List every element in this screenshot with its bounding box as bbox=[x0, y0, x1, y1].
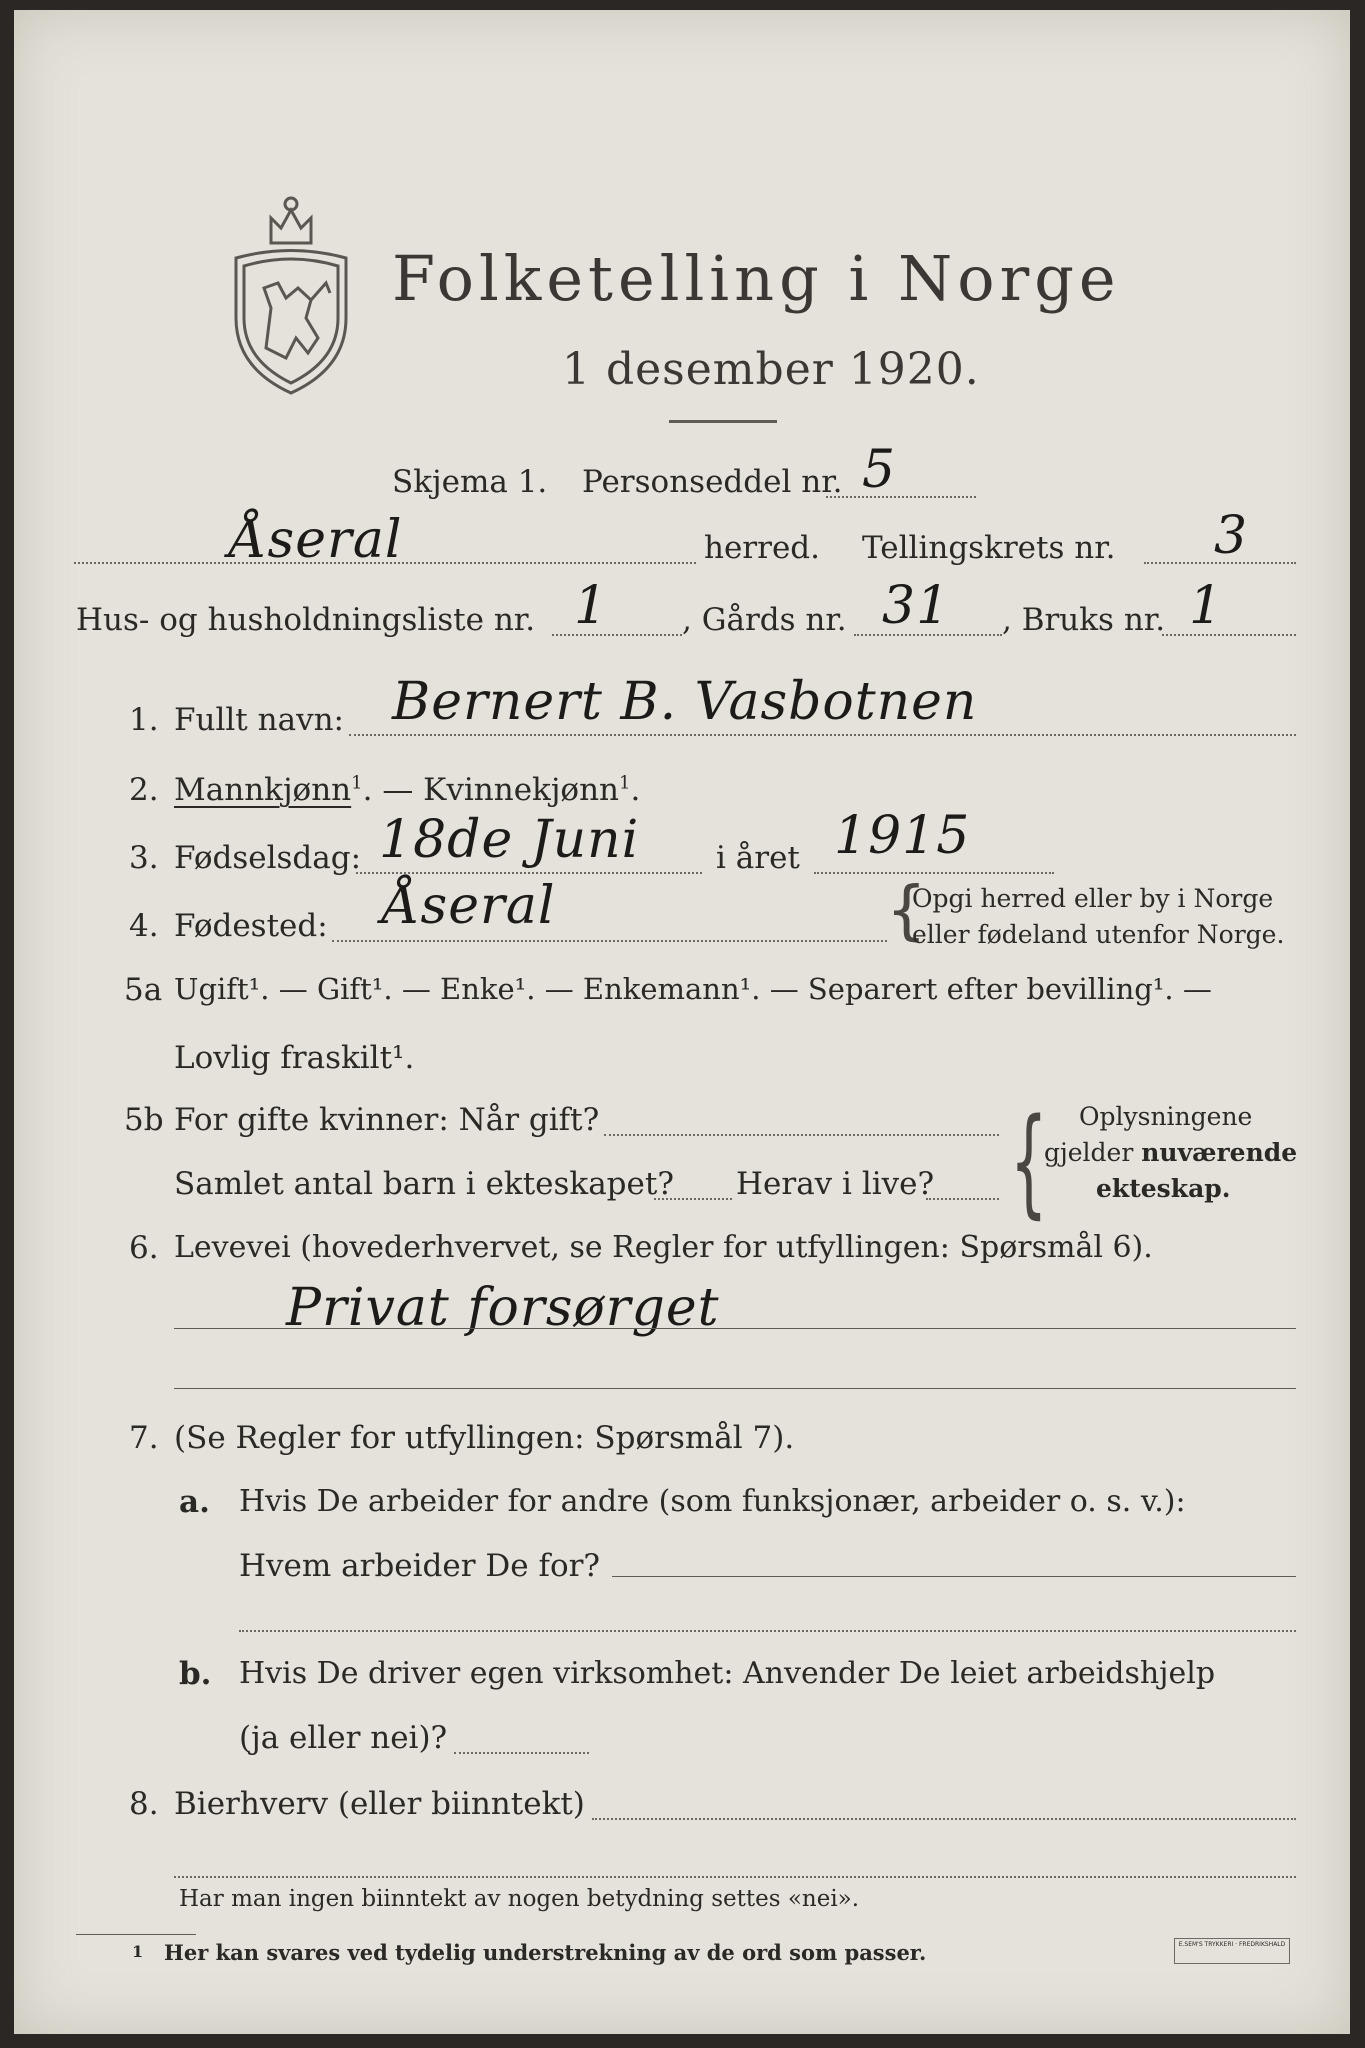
birth-day-value[interactable]: 18de Juni bbox=[379, 810, 640, 870]
full-name-value[interactable]: Bernert B. Vasbotnen bbox=[392, 672, 978, 732]
q4-label: Fødested: bbox=[174, 908, 328, 944]
q7b-text: Hvis De driver egen virksomhet: Anvender De leiet arbeidshjelp bbox=[239, 1656, 1216, 1691]
gards-label: , Gårds nr. bbox=[682, 602, 847, 638]
q5b-number: 5b bbox=[124, 1102, 164, 1138]
marriage-note-3: ekteskap. bbox=[1096, 1174, 1231, 1203]
q7-number: 7. bbox=[129, 1420, 159, 1456]
norway-coat-of-arms-icon bbox=[226, 188, 356, 398]
census-form-page: Folketelling i Norge 1 desember 1920. Skjema 1. Personseddel nr. 5 Åseral herred. Tellingskrets nr. 3 Hus- og husholdningsliste nr. 1 , Gårds nr. 31 , Bruks nr. 1 1. Fullt navn: Bernert B. Vasbotnen 2. Mannkjønn$^1$. — Kvinnekjønn$^1$. 3. Fødselsdag: 18de Juni i året 1915 4. Fødested: Åseral { Opgi herred eller by i Norge eller fødeland utenfor Norge. 5a Ugift¹. — Gift¹. — Enke¹. — Enkemann¹. — Separert efter bevilling¹. — Lovlig fraskilt¹. 5b For gifte kvinner: Når gift? Samlet antal barn i ekteskapet? Herav i live? { Oplysningene gjelder nuværende ekteskap. 6. Levevei (hovederhvervet, se Regler for utfyllingen: Spørsmål 6). Privat forsørget 7. (Se Regler for utfyllingen: Spørsmål 7). a. Hvis De arbeider for andre (som funksjonær, arbeider o. s. v.): Hvem arbeider De for? b. Hvis De driver egen virksomhet: Anvender De leiet arbeidshjelp (ja eller nei)? 8. Bierhverv (eller biinntekt) Har man ingen biinntekt av nogen betydning settes «nei». 1 Her kan svares ved tydelig understrekning av de ord som passer. E.SEM'S TRYKKERI · FREDRIKSHALD bbox=[14, 10, 1350, 2034]
husholdning-label: Hus- og husholdningsliste nr. bbox=[76, 602, 536, 638]
bruks-number[interactable]: 1 bbox=[1189, 576, 1224, 636]
q2-options: Mannkjønn$^1$. — Kvinnekjønn$^1$. bbox=[174, 772, 641, 808]
q7a-letter: a. bbox=[179, 1484, 210, 1520]
footnote-mark: 1 bbox=[132, 1942, 144, 1961]
q7b-letter: b. bbox=[179, 1656, 212, 1692]
bruks-label: , Bruks nr. bbox=[1002, 602, 1166, 638]
schema-label: Skjema 1. bbox=[392, 464, 548, 500]
personseddel-label: Personseddel nr. bbox=[582, 464, 843, 500]
marriage-note-2: gjelder nuværende bbox=[1044, 1138, 1298, 1167]
side-income-note: Har man ingen biinntekt av nogen betydning settes «nei». bbox=[179, 1886, 860, 1912]
printer-stamp: E.SEM'S TRYKKERI · FREDRIKSHALD bbox=[1174, 1938, 1290, 1964]
birthplace-value[interactable]: Åseral bbox=[382, 876, 556, 936]
q1-number: 1. bbox=[129, 702, 159, 738]
year-label: i året bbox=[716, 840, 800, 876]
herred-value[interactable]: Åseral bbox=[229, 510, 403, 570]
q8-label: Bierhverv (eller biinntekt) bbox=[174, 1786, 585, 1822]
census-date: 1 desember 1920. bbox=[562, 344, 980, 395]
tellingskrets-number[interactable]: 3 bbox=[1214, 506, 1249, 566]
employer-label: Hvem arbeider De for? bbox=[239, 1548, 601, 1584]
married-when-label: For gifte kvinner: Når gift? bbox=[174, 1102, 600, 1138]
husholdning-number[interactable]: 1 bbox=[574, 576, 609, 636]
occupation-value[interactable]: Privat forsørget bbox=[286, 1278, 720, 1338]
divorced-option[interactable]: Lovlig fraskilt¹. bbox=[174, 1040, 415, 1076]
q7a-text: Hvis De arbeider for andre (som funksjonær, arbeider o. s. v.): bbox=[239, 1484, 1186, 1519]
birth-year-value[interactable]: 1915 bbox=[834, 806, 971, 866]
q5a-number: 5a bbox=[124, 972, 163, 1008]
q8-number: 8. bbox=[129, 1786, 159, 1822]
q3-label: Fødselsdag: bbox=[174, 840, 362, 876]
male-option[interactable]: Mannkjønn bbox=[174, 772, 352, 808]
q4-number: 4. bbox=[129, 908, 159, 944]
gards-number[interactable]: 31 bbox=[882, 576, 951, 636]
q6-number: 6. bbox=[129, 1230, 159, 1266]
children-count-label: Samlet antal barn i ekteskapet? bbox=[174, 1166, 674, 1202]
marital-status-options[interactable]: Ugift¹. — Gift¹. — Enke¹. — Enkemann¹. — Separert efter bevilling¹. — bbox=[174, 972, 1212, 1006]
q1-label: Fullt navn: bbox=[174, 702, 344, 738]
personseddel-number[interactable]: 5 bbox=[862, 440, 897, 500]
q6-label: Levevei (hovederhvervet, se Regler for utfyllingen: Spørsmål 6). bbox=[174, 1230, 1153, 1265]
q3-number: 3. bbox=[129, 840, 159, 876]
hired-help-label: (ja eller nei)? bbox=[239, 1720, 448, 1756]
marriage-note-1: Oplysningene bbox=[1079, 1102, 1253, 1131]
birthplace-note-2: eller fødeland utenfor Norge. bbox=[912, 920, 1285, 949]
q7-label: (Se Regler for utfyllingen: Spørsmål 7). bbox=[174, 1420, 795, 1456]
birthplace-note-1: Opgi herred eller by i Norge bbox=[912, 884, 1274, 913]
children-alive-label: Herav i live? bbox=[736, 1166, 935, 1202]
tellingskrets-label: Tellingskrets nr. bbox=[862, 530, 1116, 566]
footnote-text: Her kan svares ved tydelig understrekning av de ord som passer. bbox=[164, 1940, 927, 1965]
female-option[interactable]: Kvinnekjønn bbox=[423, 772, 620, 808]
q2-number: 2. bbox=[129, 772, 159, 808]
title-divider bbox=[669, 420, 777, 423]
form-title: Folketelling i Norge bbox=[392, 242, 1121, 315]
herred-label: herred. bbox=[704, 530, 820, 566]
